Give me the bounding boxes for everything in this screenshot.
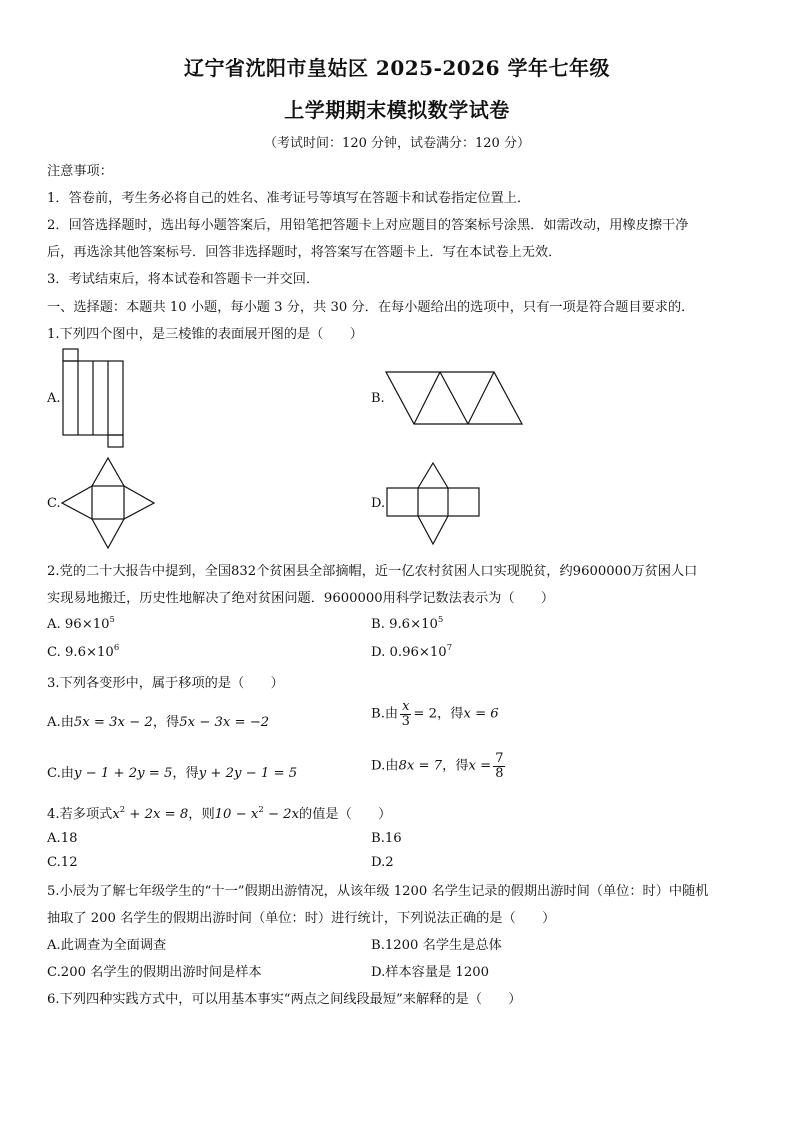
q1-figure-c-net — [60, 456, 158, 552]
q3-c-equation-1: y − 1 + 2y = 5 — [74, 766, 173, 781]
q1-option-d-label: D. — [371, 496, 386, 511]
exam-title-line2: 上学期期末模拟数学试卷 — [284, 98, 510, 122]
q4-expr2-base: 10 − x — [214, 807, 259, 822]
q2-option-c-exp: 6 — [113, 643, 120, 653]
q2-option-a — [47, 617, 115, 632]
q3-b-denominator: 3 — [401, 713, 410, 729]
q2-option-c-label: C. — [47, 645, 61, 660]
q4-option-d: D.2 — [371, 855, 394, 870]
q3-d-denominator: 8 — [495, 765, 504, 781]
notice-item-2: 2．回答选择题时，选出每小题答案后，用铅笔把答题卡上对应题目的答案标号涂黑．如需改动，用橡皮擦干净 — [47, 218, 689, 233]
q4-expr1-rest: + 2x = 8 — [125, 807, 189, 822]
q3-c-conn: ，得 — [172, 766, 199, 781]
q2-option-c-base: 9.6×10 — [65, 645, 114, 660]
q1-option-b-label: B. — [371, 391, 385, 406]
q3-b-numerator: x — [402, 699, 410, 714]
q2-option-d-base: 0.96×10 — [389, 645, 447, 660]
q3-c-equation-2: y + 2y − 1 = 5 — [198, 766, 298, 781]
q3-option-d — [371, 752, 507, 780]
q3-d-fraction — [493, 752, 505, 780]
q3-b-equation-1: = 2 — [413, 706, 438, 722]
q3-b-prefix: B.由 — [371, 706, 399, 722]
q3-a-equation-1: 5x = 3x − 2 — [73, 715, 153, 730]
q3-c-prefix: C.由 — [47, 766, 74, 781]
notice-item-1: 1．答卷前，考生务必将自己的姓名、准考证号等填写在答题卡和试卷指定位置上． — [47, 191, 531, 206]
q5-option-b: B.1200 名学生是总体 — [371, 938, 502, 953]
q2-option-a-label: A. — [47, 617, 61, 632]
q4-stem-mid: ，则 — [188, 807, 215, 822]
q2-option-c — [47, 645, 119, 660]
q3-b-conn: ，得 — [437, 706, 464, 722]
q5-stem-line1: 5.小辰为了解七年级学生的“十一”假期出游情况，从该年级 1200 名学生记录的假期出游时间（单位：时）中随机 — [47, 884, 709, 899]
exam-subtitle: （考试时间：120 分钟，试卷满分：120 分） — [264, 136, 530, 151]
notice-item-3: 3．考试结束后，将本试卷和答题卡一并交回． — [47, 272, 320, 287]
q3-b-equation-2: x = 6 — [463, 706, 499, 722]
section-1-heading: 一、选择题：本题共 10 小题，每小题 3 分，共 30 分．在每小题给出的选项中，只有一项是符合题目要求的． — [47, 300, 695, 315]
notice-heading: 注意事项： — [47, 164, 113, 179]
q2-option-b-label: B. — [371, 617, 385, 632]
q3-d-prefix: D.由 — [371, 758, 399, 774]
q4-stem — [47, 803, 391, 822]
q2-stem-line1: 2.党的二十大报告中提到，全国832个贫困县全部摘帽，近一亿农村贫困人口实现脱贫，约9600000万贫困人口 — [47, 564, 698, 579]
q2-option-b-base: 9.6×10 — [389, 617, 438, 632]
q4-expr2-rest: − 2x — [263, 807, 300, 822]
q2-option-d — [371, 645, 452, 660]
q3-a-conn: ，得 — [152, 715, 180, 730]
q3-d-numerator: 7 — [495, 751, 504, 766]
exam-title-line1: 辽宁省沈阳市皇姑区 2025-2026 学年七年级 — [183, 56, 611, 80]
q3-option-c — [47, 762, 297, 781]
q4-option-a: A.18 — [47, 831, 78, 846]
q4-expr1-base: x — [112, 807, 120, 822]
q2-option-b-exp: 5 — [437, 615, 444, 625]
q4-option-c: C.12 — [47, 855, 78, 870]
q3-stem: 3.下列各变形中，属于移项的是（ ） — [47, 676, 284, 691]
q2-option-a-exp: 5 — [109, 615, 115, 625]
q4-stem-prefix: 4.若多项式 — [47, 807, 113, 822]
q3-d-conn: ，得 — [442, 758, 469, 774]
q1-stem: 1.下列四个图中，是三棱锥的表面展开图的是（ ） — [47, 327, 363, 342]
q3-option-b — [371, 700, 499, 728]
notice-item-2-cont: 后，再选涂其他答案标号．回答非选择题时，将答案写在答题卡上．写在本试卷上无效． — [47, 245, 562, 260]
q1-option-a-label: A. — [47, 391, 61, 406]
q2-option-a-base: 96×10 — [64, 617, 110, 632]
q3-option-a — [47, 711, 269, 730]
q5-stem-line2: 抽取了 200 名学生的假期出游时间（单位：时）进行统计，下列说法正确的是（ ） — [47, 911, 556, 926]
q4-option-b: B.16 — [371, 831, 402, 846]
q3-d-equation-1: 8x = 7 — [398, 758, 443, 774]
q4-expr1-exp: 2 — [119, 805, 126, 815]
q2-stem-line2: 实现易地搬迁，历史性地解决了绝对贫困问题．9600000用科学记数法表示为（ ） — [47, 591, 555, 606]
q3-b-fraction — [400, 700, 411, 728]
q2-option-d-exp: 7 — [446, 643, 453, 653]
q2-option-b — [371, 617, 443, 632]
q1-figure-d-net — [385, 461, 483, 547]
q3-d-equation-2: x = — [468, 758, 492, 774]
q4-stem-post: 的值是（ ） — [299, 807, 392, 822]
q3-a-prefix: A.由 — [47, 715, 74, 730]
q1-figure-a-net — [60, 348, 126, 450]
q5-option-d: D.样本容量是 1200 — [371, 965, 489, 980]
q2-option-d-label: D. — [371, 645, 386, 660]
q4-expr2-exp: 2 — [258, 805, 264, 815]
q6-stem: 6.下列四种实践方式中，可以用基本事实“两点之间线段最短”来解释的是（ ） — [47, 992, 522, 1007]
q1-figure-b-net — [384, 370, 526, 428]
q1-option-c-label: C. — [47, 496, 61, 511]
q5-option-a: A.此调查为全面调查 — [47, 938, 167, 953]
q3-a-equation-2: 5x − 3x = −2 — [179, 715, 270, 730]
q5-option-c: C.200 名学生的假期出游时间是样本 — [47, 965, 262, 980]
